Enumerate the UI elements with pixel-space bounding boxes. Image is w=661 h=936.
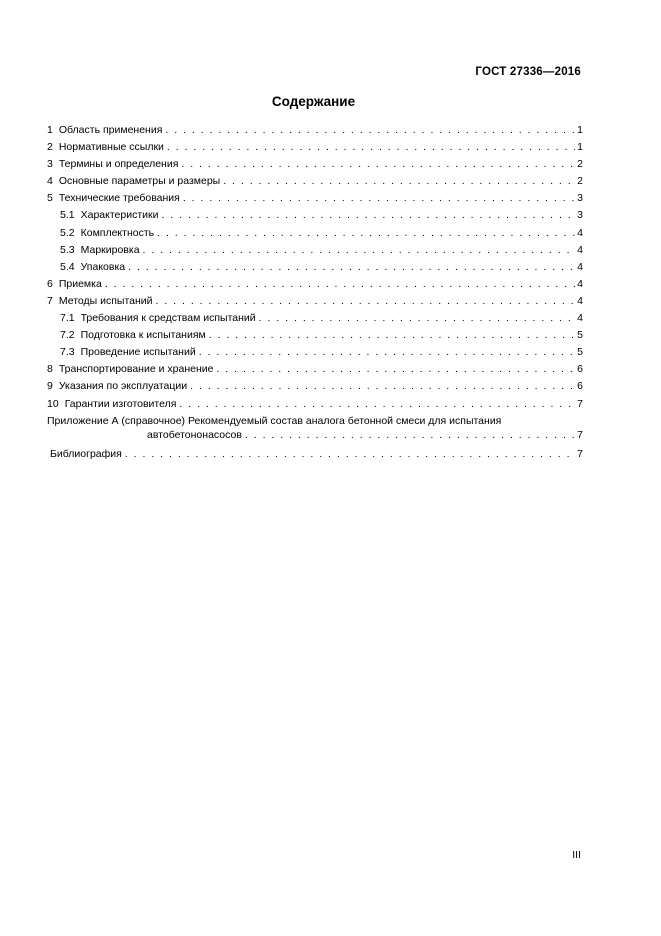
toc-entry-label: Основные параметры и размеры bbox=[58, 175, 221, 188]
toc-entry-page-number: 4 bbox=[577, 243, 583, 256]
toc-entry-page-number: 5 bbox=[577, 329, 583, 342]
toc-entry-number: 2 bbox=[47, 141, 53, 154]
table-of-contents bbox=[47, 122, 583, 463]
bibliography-label: Библиография bbox=[50, 447, 122, 460]
toc-entry[interactable] bbox=[47, 259, 583, 276]
dot-leader bbox=[179, 396, 575, 413]
toc-entry[interactable] bbox=[47, 396, 583, 413]
toc-entry-number: 5.3 bbox=[60, 243, 75, 256]
toc-entry-number: 5.2 bbox=[60, 226, 75, 239]
toc-entry-page-number: 4 bbox=[577, 226, 583, 239]
dot-leader bbox=[143, 242, 576, 259]
dot-leader bbox=[259, 310, 576, 327]
toc-entry-label: Подготовка к испытаниям bbox=[80, 329, 206, 342]
appendix-title-line2: автобетононасосов bbox=[147, 429, 242, 442]
dot-leader bbox=[161, 207, 575, 224]
dot-leader bbox=[209, 327, 575, 344]
dot-leader bbox=[181, 156, 575, 173]
toc-entry-page-number: 5 bbox=[577, 346, 583, 359]
toc-entry-page-number: 2 bbox=[577, 158, 583, 171]
toc-entry-number: 9 bbox=[47, 380, 53, 393]
dot-leader bbox=[190, 378, 575, 395]
toc-entry-number: 5.1 bbox=[60, 209, 75, 222]
toc-entry-number: 4 bbox=[47, 175, 53, 188]
toc-entry-number: 7.2 bbox=[60, 329, 75, 342]
toc-entry-page-number: 4 bbox=[577, 312, 583, 325]
toc-entry-page-number: 2 bbox=[577, 175, 583, 188]
toc-entry-label: Маркировка bbox=[80, 243, 140, 256]
toc-entry[interactable] bbox=[47, 207, 583, 224]
toc-entry-number: 10 bbox=[47, 397, 59, 410]
toc-entry-page-number: 3 bbox=[577, 192, 583, 205]
toc-entry[interactable] bbox=[47, 361, 583, 378]
toc-entry[interactable] bbox=[47, 139, 583, 156]
toc-entry-page-number: 6 bbox=[577, 380, 583, 393]
toc-entry[interactable] bbox=[47, 122, 583, 139]
toc-entry-number: 7 bbox=[47, 294, 53, 307]
dot-leader bbox=[156, 293, 576, 310]
toc-entry-bibliography[interactable] bbox=[47, 446, 583, 463]
toc-entry[interactable] bbox=[47, 327, 583, 344]
toc-entry-label: Упаковка bbox=[80, 260, 126, 273]
toc-entry-number: 5.4 bbox=[60, 260, 75, 273]
toc-entry-page-number: 4 bbox=[577, 277, 583, 290]
dot-leader bbox=[128, 259, 575, 276]
toc-entry[interactable] bbox=[47, 173, 583, 190]
toc-entry-page-number: 7 bbox=[577, 397, 583, 410]
toc-entry-number: 7.1 bbox=[60, 312, 75, 325]
toc-entry-label: Приемка bbox=[58, 277, 102, 290]
dot-leader bbox=[216, 361, 575, 378]
dot-leader bbox=[125, 446, 575, 463]
dot-leader bbox=[183, 190, 575, 207]
toc-entry-label: Нормативные ссылки bbox=[58, 141, 164, 154]
toc-entry-number: 7.3 bbox=[60, 346, 75, 359]
toc-entry-label: Проведение испытаний bbox=[80, 346, 196, 359]
toc-entry-page-number: 6 bbox=[577, 363, 583, 376]
toc-entry-number: 3 bbox=[47, 158, 53, 171]
toc-entry[interactable] bbox=[47, 310, 583, 327]
document-code: ГОСТ 27336—2016 bbox=[475, 66, 581, 78]
toc-entry-label: Термины и определения bbox=[58, 158, 179, 171]
toc-entry[interactable] bbox=[47, 225, 583, 242]
toc-entry-label: Область применения bbox=[58, 124, 163, 136]
toc-entry[interactable] bbox=[47, 156, 583, 173]
toc-entry-number: 6 bbox=[47, 277, 53, 290]
toc-entry-page-number: 3 bbox=[577, 209, 583, 222]
page-number: III bbox=[572, 849, 581, 861]
toc-entry[interactable] bbox=[47, 276, 583, 293]
toc-entry-page-number: 4 bbox=[577, 260, 583, 273]
appendix-page-number: 7 bbox=[577, 429, 583, 442]
toc-entry-number: 8 bbox=[47, 363, 53, 376]
toc-entry-label: Методы испытаний bbox=[58, 294, 153, 307]
toc-entries bbox=[47, 122, 583, 413]
toc-entry-page-number: 1 bbox=[577, 141, 583, 154]
dot-leader bbox=[199, 344, 575, 361]
toc-entry-appendix[interactable] bbox=[47, 414, 583, 443]
dot-leader bbox=[167, 139, 575, 156]
toc-entry[interactable] bbox=[47, 190, 583, 207]
toc-entry-label: Транспортирование и хранение bbox=[58, 363, 214, 376]
toc-entry-label: Требования к средствам испытаний bbox=[80, 312, 256, 325]
dot-leader bbox=[223, 173, 575, 190]
toc-entry[interactable] bbox=[47, 242, 583, 259]
toc-entry-page-number: 1 bbox=[577, 124, 583, 136]
toc-entry-page-number: 4 bbox=[577, 294, 583, 307]
appendix-title-line1: Приложение А (справочное) Рекомендуемый состав аналога бетонной смеси для испытания bbox=[47, 414, 502, 427]
dot-leader bbox=[245, 428, 575, 443]
toc-entry-label: Гарантии изготовителя bbox=[64, 397, 177, 410]
toc-entry-number: 5 bbox=[47, 192, 53, 205]
dot-leader bbox=[165, 122, 575, 139]
toc-title: Содержание bbox=[271, 94, 356, 109]
toc-entry[interactable] bbox=[47, 293, 583, 310]
appendix-title-line2-row bbox=[47, 428, 583, 443]
toc-entry[interactable] bbox=[47, 378, 583, 395]
toc-entry[interactable] bbox=[47, 344, 583, 361]
toc-entry-number: 1 bbox=[47, 124, 53, 136]
dot-leader bbox=[157, 225, 575, 242]
toc-entry-label: Указания по эксплуатации bbox=[58, 380, 188, 393]
bibliography-page-number: 7 bbox=[577, 447, 583, 460]
toc-entry-label: Комплектность bbox=[80, 226, 155, 239]
toc-entry-label: Технические требования bbox=[58, 192, 180, 205]
dot-leader bbox=[105, 276, 575, 293]
toc-entry-label: Характеристики bbox=[80, 209, 159, 222]
